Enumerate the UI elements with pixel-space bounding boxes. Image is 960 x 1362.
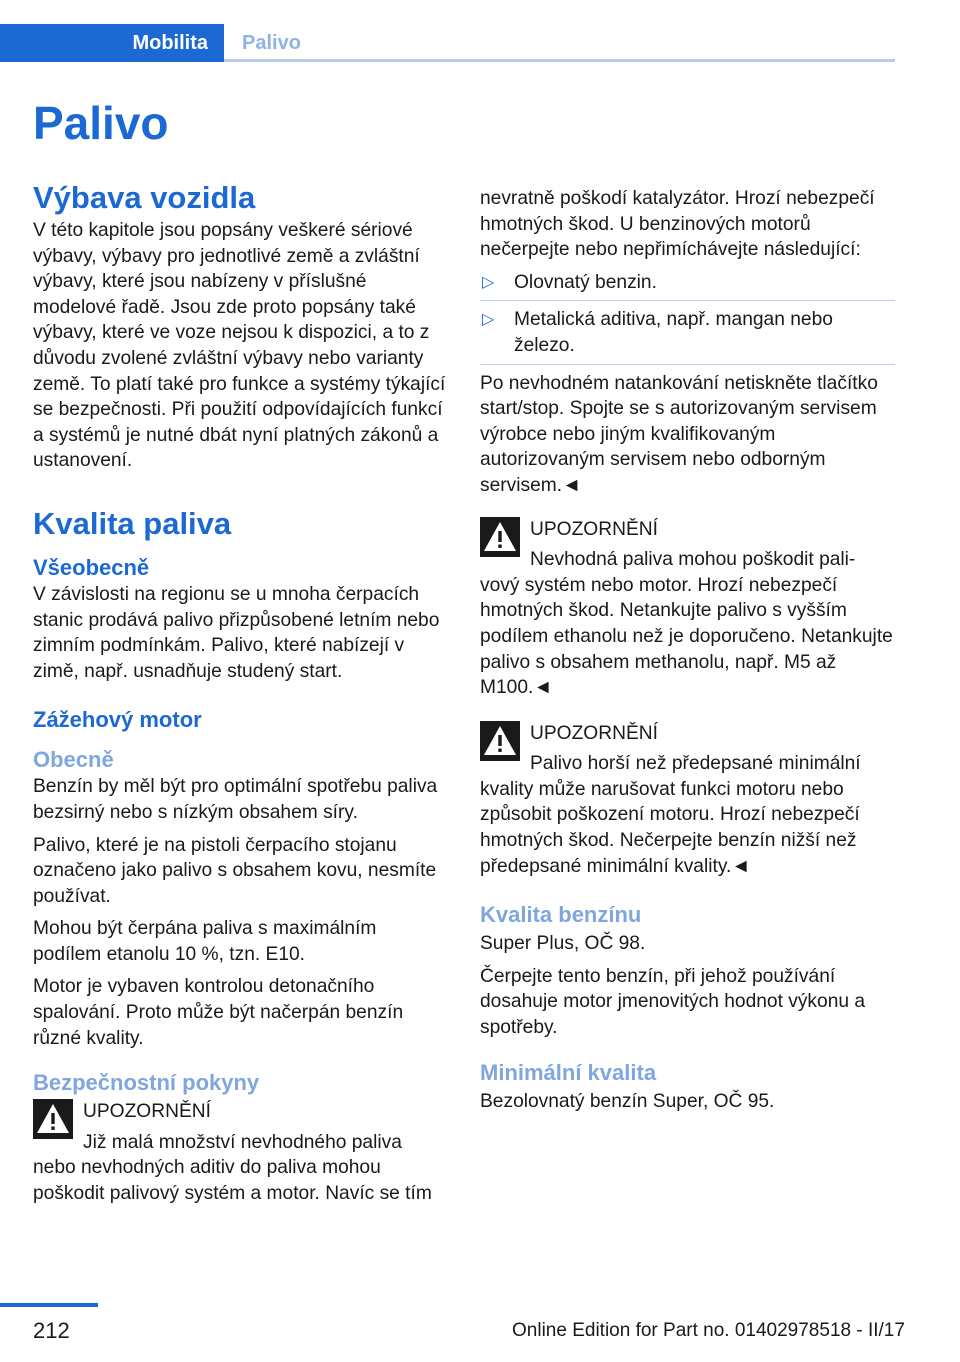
- paragraph-obecne-4: Motor je vybaven kontrolou detonačního spalování. Proto může být načerpán benzín různé kvality.: [33, 976, 404, 1049]
- warning-block-3: [480, 721, 895, 880]
- warning-block-1: [33, 1099, 448, 1206]
- chapter-tab: Palivo: [242, 32, 301, 54]
- heading-obecne: Obecně: [33, 747, 114, 773]
- heading-vybava: Výbava vozidla: [33, 180, 256, 215]
- warning-triangle-icon: [480, 517, 520, 557]
- paragraph-obecne-2: Palivo, které je na pistoli čerpacího stojanu označeno jako palivo s obsahem kovu, nesmíte používat.: [33, 834, 437, 907]
- warning-block-2: [480, 517, 895, 701]
- list-divider: [480, 300, 895, 301]
- paragraph-minimalni: Bezolovnatý benzín Super, OČ 95.: [480, 1090, 775, 1112]
- right-column: [480, 186, 895, 1121]
- triangle-right-icon: ▷: [482, 273, 495, 291]
- paragraph-obecne-3: Mohou být čerpána paliva s maximálním podílem etanolu 10 %, tzn. E10.: [33, 918, 377, 965]
- page-number: 212: [33, 1318, 70, 1343]
- triangle-right-icon: ▷: [482, 311, 495, 329]
- warning-title: UPOZORNĚNÍ: [83, 1101, 211, 1123]
- warning-text: nebo nevhodných aditiv do paliva mohou poškodit palivový systém a motor. Navíc se tím: [33, 1157, 432, 1205]
- list-item: ▷ Metalická aditiva, např. mangan nebo železo.: [482, 309, 833, 356]
- page-header: [0, 24, 895, 62]
- paragraph-benzin-1: Super Plus, OČ 98.: [480, 933, 646, 955]
- heading-bezpecnostni-pokyny: Bezpečnostní pokyny: [33, 1070, 260, 1096]
- warning-title: UPOZORNĚNÍ: [530, 722, 658, 744]
- paragraph-obecne-1: Benzín by měl být pro optimální spotřebu paliva bezsirný nebo s nízkým obsahem síry.: [33, 776, 438, 823]
- paragraph-vseobecne: V závislosti na regionu se u mnoha čerpacích stanic prodává palivo přizpůsobené letním nebo zimním podmínkám. Palivo, které nabízejí v zimě, např. usnadňuje studený start.: [33, 583, 440, 682]
- heading-vseobecne: Všeobecně: [33, 554, 150, 580]
- warning-title: UPOZORNĚNÍ: [530, 518, 658, 540]
- list-item: ▷ Olovnatý benzin.: [480, 270, 895, 296]
- paragraph-vybava: V této kapitole jsou popsány veškeré sériové výbavy, výbavy pro jednotlivé země a zvláštní výbavy, které jsou nabízeny v příslušné modelové řadě. Jsou zde proto popsány také výbavy, které ve voze nejsou k dispozici, a to z důvodu zvolené zvláštní výbavy nebo varianty země. To platí také pro funkce a systémy týkající se bezpečnosti. Při použití odpovídajících funkcí a systémů je nutné dbát nyní platných zákonů a ustanovení.: [33, 220, 446, 472]
- warning-text-first-line: Nevhodná paliva mohou poškodit pali-: [530, 549, 856, 571]
- header-rule: [224, 59, 895, 62]
- heading-kvalita-paliva: Kvalita paliva: [33, 505, 232, 541]
- left-column: [33, 178, 448, 1207]
- heading-kvalita-benzinu: Kvalita benzínu: [480, 902, 642, 928]
- heading-zazehovy-motor: Zážehový motor: [33, 707, 202, 733]
- page-title: Palivo: [33, 97, 169, 149]
- paragraph-po-natankovani: Po nevhodném natankování netiskněte tlačítko start/stop. Spojte se s autorizovaným servisem výrobce nebo jiným kvalifikovaným autorizovaným servisem nebo odborným servisem.◄: [480, 372, 878, 496]
- list-divider: [480, 364, 895, 365]
- edition-label: Online Edition for Part no. 01402978518 - II/17: [512, 1320, 905, 1341]
- warning-text: kvality může narušovat funkci motoru nebo způsobit poškození motoru. Hrozí nebezpečí hmotných škod. Nečerpejte benzín nižší než předepsané minimální kvality.◄: [480, 778, 860, 877]
- paragraph-continued: nevratně poškodí katalyzátor. Hrozí nebezpečí hmotných škod. U benzinových motorů nečerpejte nebo nepřimíchávejte následující:: [480, 188, 875, 261]
- section-tab: Mobilita: [0, 24, 224, 62]
- warning-triangle-icon: [33, 1099, 73, 1139]
- heading-minimalni-kvalita: Minimální kvalita: [480, 1059, 657, 1085]
- paragraph-benzin-2: Čerpejte tento benzín, při jehož používání dosahuje motor jmenovitých hodnot výkonu a spotřeby.: [480, 965, 866, 1039]
- warning-triangle-icon: [480, 721, 520, 761]
- warning-text-first-line: Již malá množství nevhodného paliva: [83, 1131, 402, 1153]
- warning-text: vový systém nebo motor. Hrozí nebezpečí hmotných škod. Netankujte palivo s vyšším podílem ethanolu než je doporučeno. Netankujte palivo s obsahem methanolu, např. M5 až M100.◄: [480, 574, 893, 699]
- footer-rule: [0, 1303, 98, 1307]
- warning-text-first-line: Palivo horší než předepsané minimální: [530, 753, 861, 775]
